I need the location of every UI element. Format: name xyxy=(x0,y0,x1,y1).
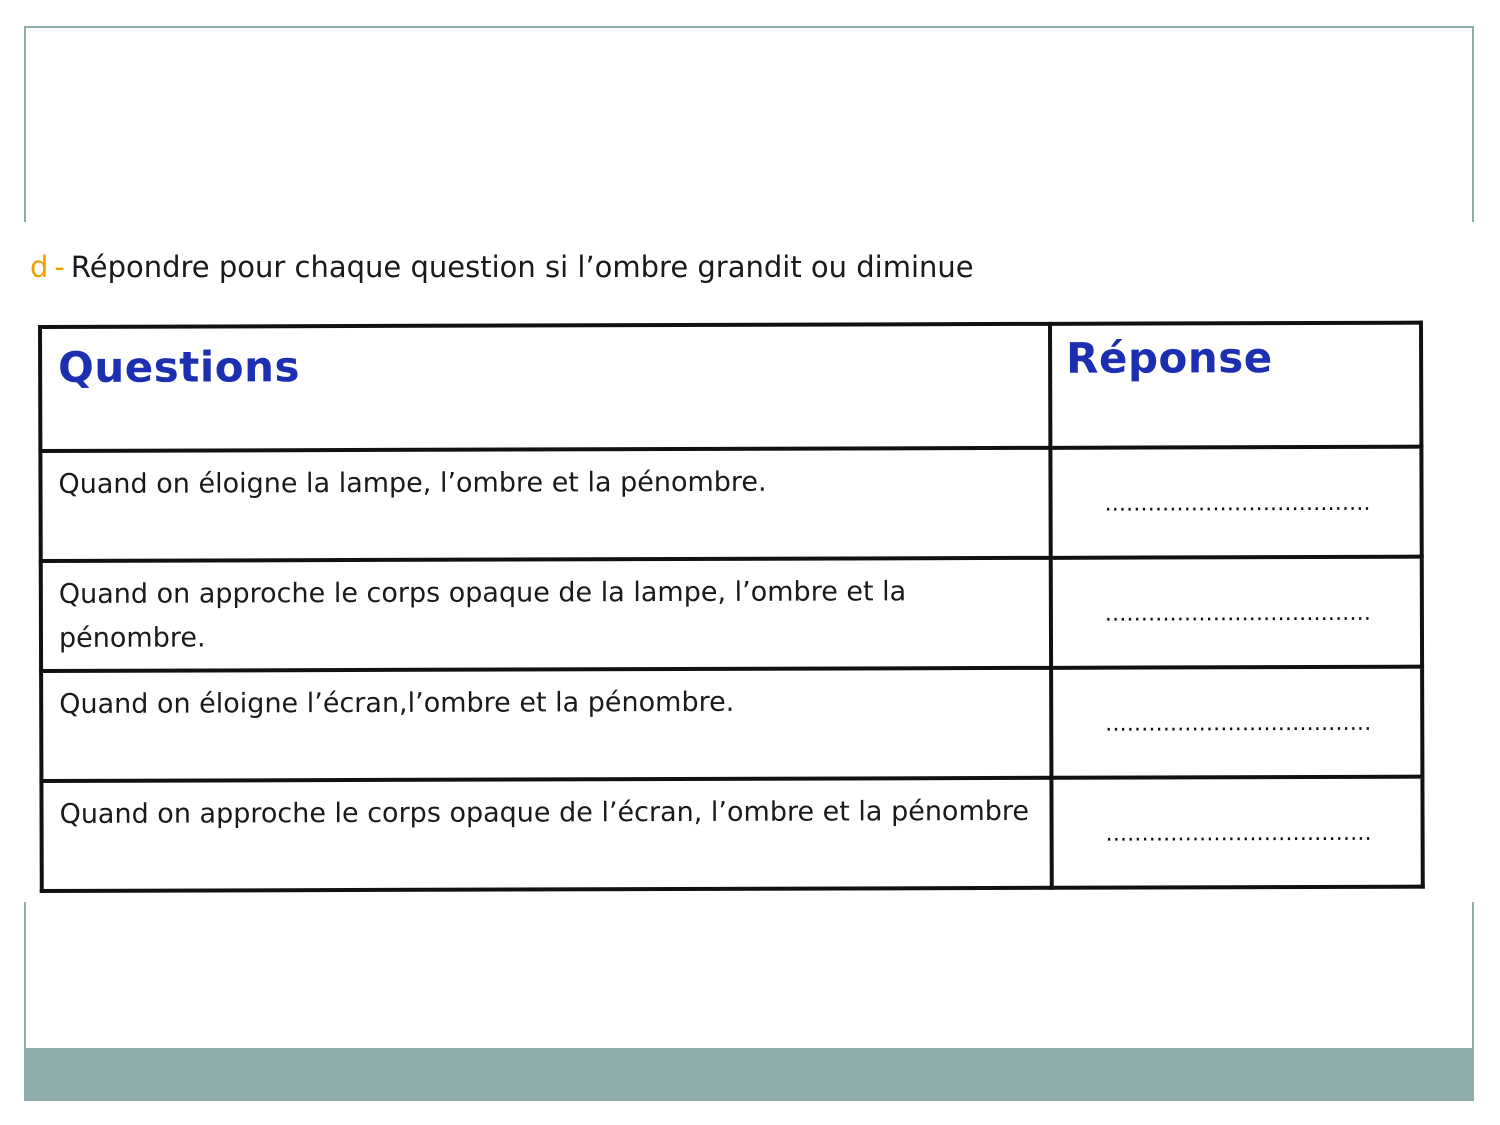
question-cell: Quand on éloigne la lampe, l’ombre et la pénombre. xyxy=(40,448,1050,561)
answer-blank: ..................................... xyxy=(1105,820,1372,847)
header-questions: Questions xyxy=(40,324,1050,451)
slide-frame-bottom xyxy=(24,902,1474,1048)
table-row xyxy=(40,447,1421,561)
answer-cell[interactable] xyxy=(1051,557,1422,668)
answer-cell[interactable] xyxy=(1050,447,1421,558)
answer-cell[interactable] xyxy=(1051,777,1422,888)
answer-cell[interactable] xyxy=(1051,667,1422,778)
answer-blank: ..................................... xyxy=(1105,710,1372,737)
exercise-separator: - xyxy=(54,250,65,284)
exercise-letter: d xyxy=(30,250,49,284)
questions-table xyxy=(38,321,1425,893)
table-header-row xyxy=(40,323,1421,451)
exercise-instruction xyxy=(30,250,974,284)
question-cell: Quand on éloigne l’écran,l’ombre et la pénombre. xyxy=(41,668,1051,781)
answer-blank: ..................................... xyxy=(1104,490,1371,517)
table-row xyxy=(41,777,1422,891)
instruction-text: Répondre pour chaque question si l’ombre grandit ou diminue xyxy=(70,250,974,284)
slide-frame-top xyxy=(24,26,1474,222)
slide-footer-band xyxy=(24,1048,1474,1101)
answer-blank: ..................................... xyxy=(1104,600,1372,627)
table-row xyxy=(41,557,1422,671)
header-answer: Réponse xyxy=(1050,323,1421,448)
question-cell: Quand on approche le corps opaque de l’écran, l’ombre et la pénombre xyxy=(41,778,1051,891)
table-row xyxy=(41,667,1422,781)
question-cell: Quand on approche le corps opaque de la lampe, l’ombre et la pénombre. xyxy=(41,558,1051,671)
